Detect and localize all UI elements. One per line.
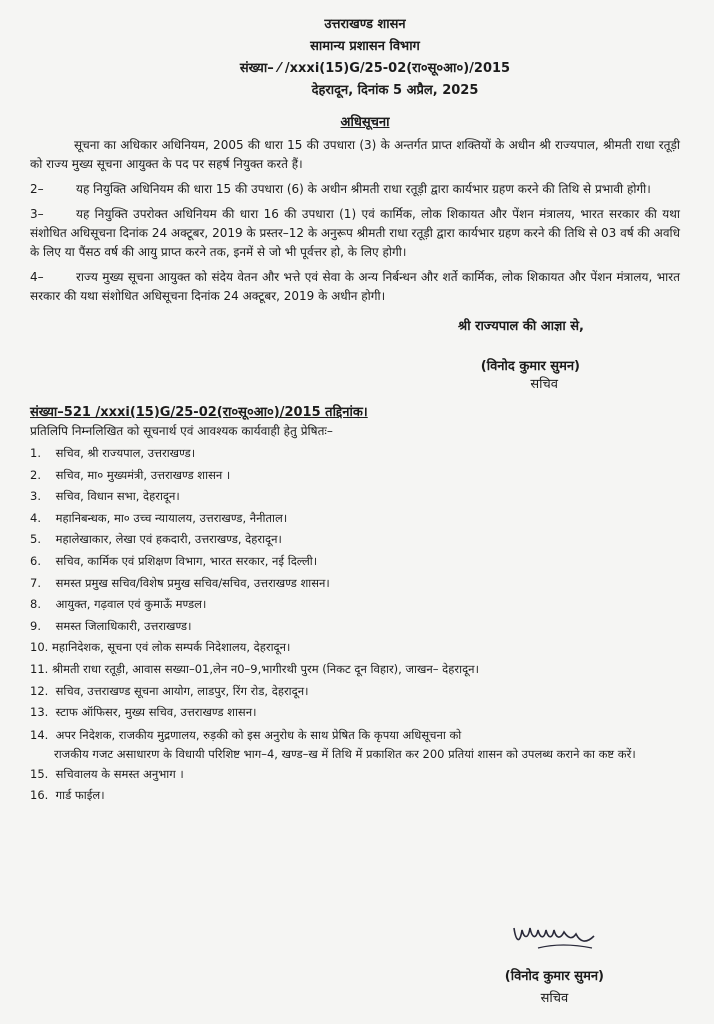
list-item-number: 15. — [30, 766, 49, 781]
list-item-number: 7. — [30, 575, 41, 590]
document-title: अधिसूचना — [340, 115, 390, 130]
list-item-number: 8. — [30, 597, 41, 612]
list-item — [30, 785, 680, 807]
list-item-text: आयुक्त, गढ़वाल एवं कुमाऊँ मण्डल। — [55, 597, 207, 612]
list-item-text: सचिवालय के समस्त अनुभाग । — [55, 766, 184, 781]
list-item — [30, 659, 680, 681]
signatory-name: (विनोद कुमार सुमन) — [480, 359, 580, 374]
list-item-number: 6. — [30, 553, 41, 568]
paragraph-3-number: 3– — [30, 207, 44, 221]
list-item — [30, 726, 680, 764]
list-item — [30, 702, 680, 724]
list-item — [30, 764, 680, 786]
list-item-number: 4. — [30, 510, 41, 525]
list-item — [30, 551, 680, 573]
paragraph-1-text: सूचना का अधिकार अधिनियम, 2005 की धारा 15 की उपधारा (3) के अन्तर्गत प्राप्त शक्तियों के अधीन श्री राज्यपाल, श्रीमती राधा रतूड़ी को राज्य मुख्य सूचना आयुक्त के पद पर सहर्ष नियुक्त करते हैं। — [30, 138, 680, 171]
list-item-text: अपर निदेशक, राजकीय मुद्रणालय, रुड़की को इस अनुरोध के साथ प्रेषित कि कृपया अधिसूचना को — [55, 727, 462, 742]
list-item — [30, 594, 680, 616]
signatory-post: सचिव — [530, 377, 558, 392]
list-item — [30, 637, 680, 659]
signatory-name: (विनोद कुमार सुमन) — [504, 969, 604, 984]
copy-recipient-list — [30, 443, 680, 807]
list-item-number: 2. — [30, 467, 41, 482]
paragraph-2-text: यह नियुक्ति अधिनियम की धारा 15 की उपधारा (6) के अधीन श्रीमती राधा रतूड़ी द्वारा कार्यभार ग्रहण करने की तिथि से प्रभावी होगी। — [76, 182, 651, 196]
list-item-number: 9. — [30, 618, 41, 633]
list-item-text: सचिव, कार्मिक एवं प्रशिक्षण विभाग, भारत सरकार, नई दिल्ली। — [55, 553, 318, 568]
list-item — [30, 465, 680, 487]
list-item-number: 13. — [30, 705, 49, 720]
handwritten-signature — [510, 914, 600, 960]
list-item-text: समस्त जिलाधिकारी, उत्तराखण्ड। — [55, 618, 192, 633]
copy-intro: प्रतिलिपि निम्नलिखित को सूचनार्थ एवं आवश्यक कार्यवाही हेतु प्रेषितः– — [30, 424, 333, 438]
list-item-text: महानिबन्धक, मा० उच्च न्यायालय, उत्तराखण्ड, नैनीताल। — [55, 510, 288, 525]
list-item-number: 3. — [30, 489, 41, 504]
list-item-number: 11. — [30, 661, 49, 676]
paragraph-3-text: यह नियुक्ति उपरोक्त अधिनियम की धारा 16 की उपधारा (1) एवं कार्मिक, लोक शिकायत और पेंशन मंत्रालय, भारत सरकार की यथा संशोधित अधिसूचना दिनांक 24 अक्टूबर, 2019 के प्रस्तर–12 के अनुरूप श्रीमती राधा रतूड़ी द्वारा कार्यभार ग्रहण करने की तिथि से 03 वर्ष की अवधि के लिए या पैंसठ वर्ष की आयु प्राप्त करने तक, इनमें से जो भी पूर्वत्तर हो, के लिए होगी। — [30, 207, 680, 259]
list-item-number: 5. — [30, 532, 41, 547]
paragraph-4 — [30, 268, 680, 306]
list-item-text: सचिव, उत्तराखण्ड सूचना आयोग, लाडपुर, रिंग रोड, देहरादून। — [55, 683, 309, 698]
list-item-text: महानिदेशक, सूचना एवं लोक सम्पर्क निदेशालय, देहरादून। — [52, 640, 291, 655]
reference-number: संख्या– ⁄ /xxxi(15)G/25-02(रा०सू०आ०)/2015 — [239, 61, 511, 76]
list-item-text: स्टाफ ऑफिसर, मुख्य सचिव, उत्तराखण्ड शासन। — [55, 705, 257, 720]
list-item-continuation: राजकीय गजट असाधारण के विधायी परिशिष्ट भाग–4, खण्ड–ख में तिथि में प्रकाशित कर 200 प्रतियां शासन को उपलब्ध कराने का कष्ट करें। — [54, 746, 636, 761]
list-item-number: 10. — [30, 640, 49, 655]
paragraph-3 — [30, 205, 680, 262]
list-item-number: 1. — [30, 446, 41, 460]
list-item-text: सचिव, श्री राज्यपाल, उत्तराखण्ड। — [55, 446, 196, 460]
signature-block-2 — [505, 966, 604, 1010]
list-item-number: 12. — [30, 683, 49, 698]
list-item-text: गार्ड फाईल। — [55, 788, 105, 803]
list-item-text: श्रीमती राधा रतूड़ी, आवास सख्या–01,लेन न0–9,भागीरथी पुरम (निकट दून विहार), जाखन– देहरादून। — [52, 661, 479, 676]
list-item — [30, 573, 680, 595]
paragraph-4-text: राज्य मुख्य सूचना आयुक्त को संदेय वेतन और भत्ते एवं सेवा के अन्य निर्बन्धन और शर्ते कार्मिक, लोक शिकायत और पेंशन मंत्रालय, भारत सरकार की यथा संशोधित अधिसूचना दिनांक 24 अक्टूबर, 2019 के अधीन होगी। — [30, 270, 680, 303]
order-line: श्री राज्यपाल की आज्ञा से, — [458, 319, 584, 334]
government-name: उत्तराखण्ड शासन — [324, 17, 406, 32]
department-name: सामान्य प्रशासन विभाग — [310, 39, 420, 54]
place-date: देहरादून, दिनांक 5 अप्रैल, 2025 — [311, 83, 479, 98]
paragraph-1 — [30, 136, 680, 174]
list-item-text: सचिव, मा० मुख्यमंत्री, उत्तराखण्ड शासन । — [55, 467, 231, 482]
list-item-number: 14. — [30, 727, 49, 742]
paragraph-2 — [30, 180, 680, 199]
list-item-number: 16. — [30, 788, 49, 803]
signature-block-1 — [30, 358, 680, 394]
list-item — [30, 508, 680, 530]
list-item-text: समस्त प्रमुख सचिव/विशेष प्रमुख सचिव/सचिव, उत्तराखण्ड शासन। — [55, 575, 330, 590]
paragraph-4-number: 4– — [30, 270, 44, 284]
signatory-post: सचिव — [540, 991, 569, 1006]
list-item — [30, 443, 680, 465]
list-item — [30, 616, 680, 638]
letterhead — [30, 14, 680, 102]
list-item — [30, 486, 680, 508]
list-item — [30, 529, 680, 551]
copy-reference-number: संख्या–521 /xxxi(15)G/25-02(रा०सू०आ०)/2015 तद्दिनांक। — [30, 405, 368, 420]
list-item — [30, 681, 680, 703]
list-item-text: सचिव, विधान सभा, देहरादून। — [55, 489, 180, 504]
list-item-text: महालेखाकार, लेखा एवं हकदारी, उत्तराखण्ड, देहरादून। — [55, 532, 282, 547]
paragraph-2-number: 2– — [30, 182, 44, 196]
